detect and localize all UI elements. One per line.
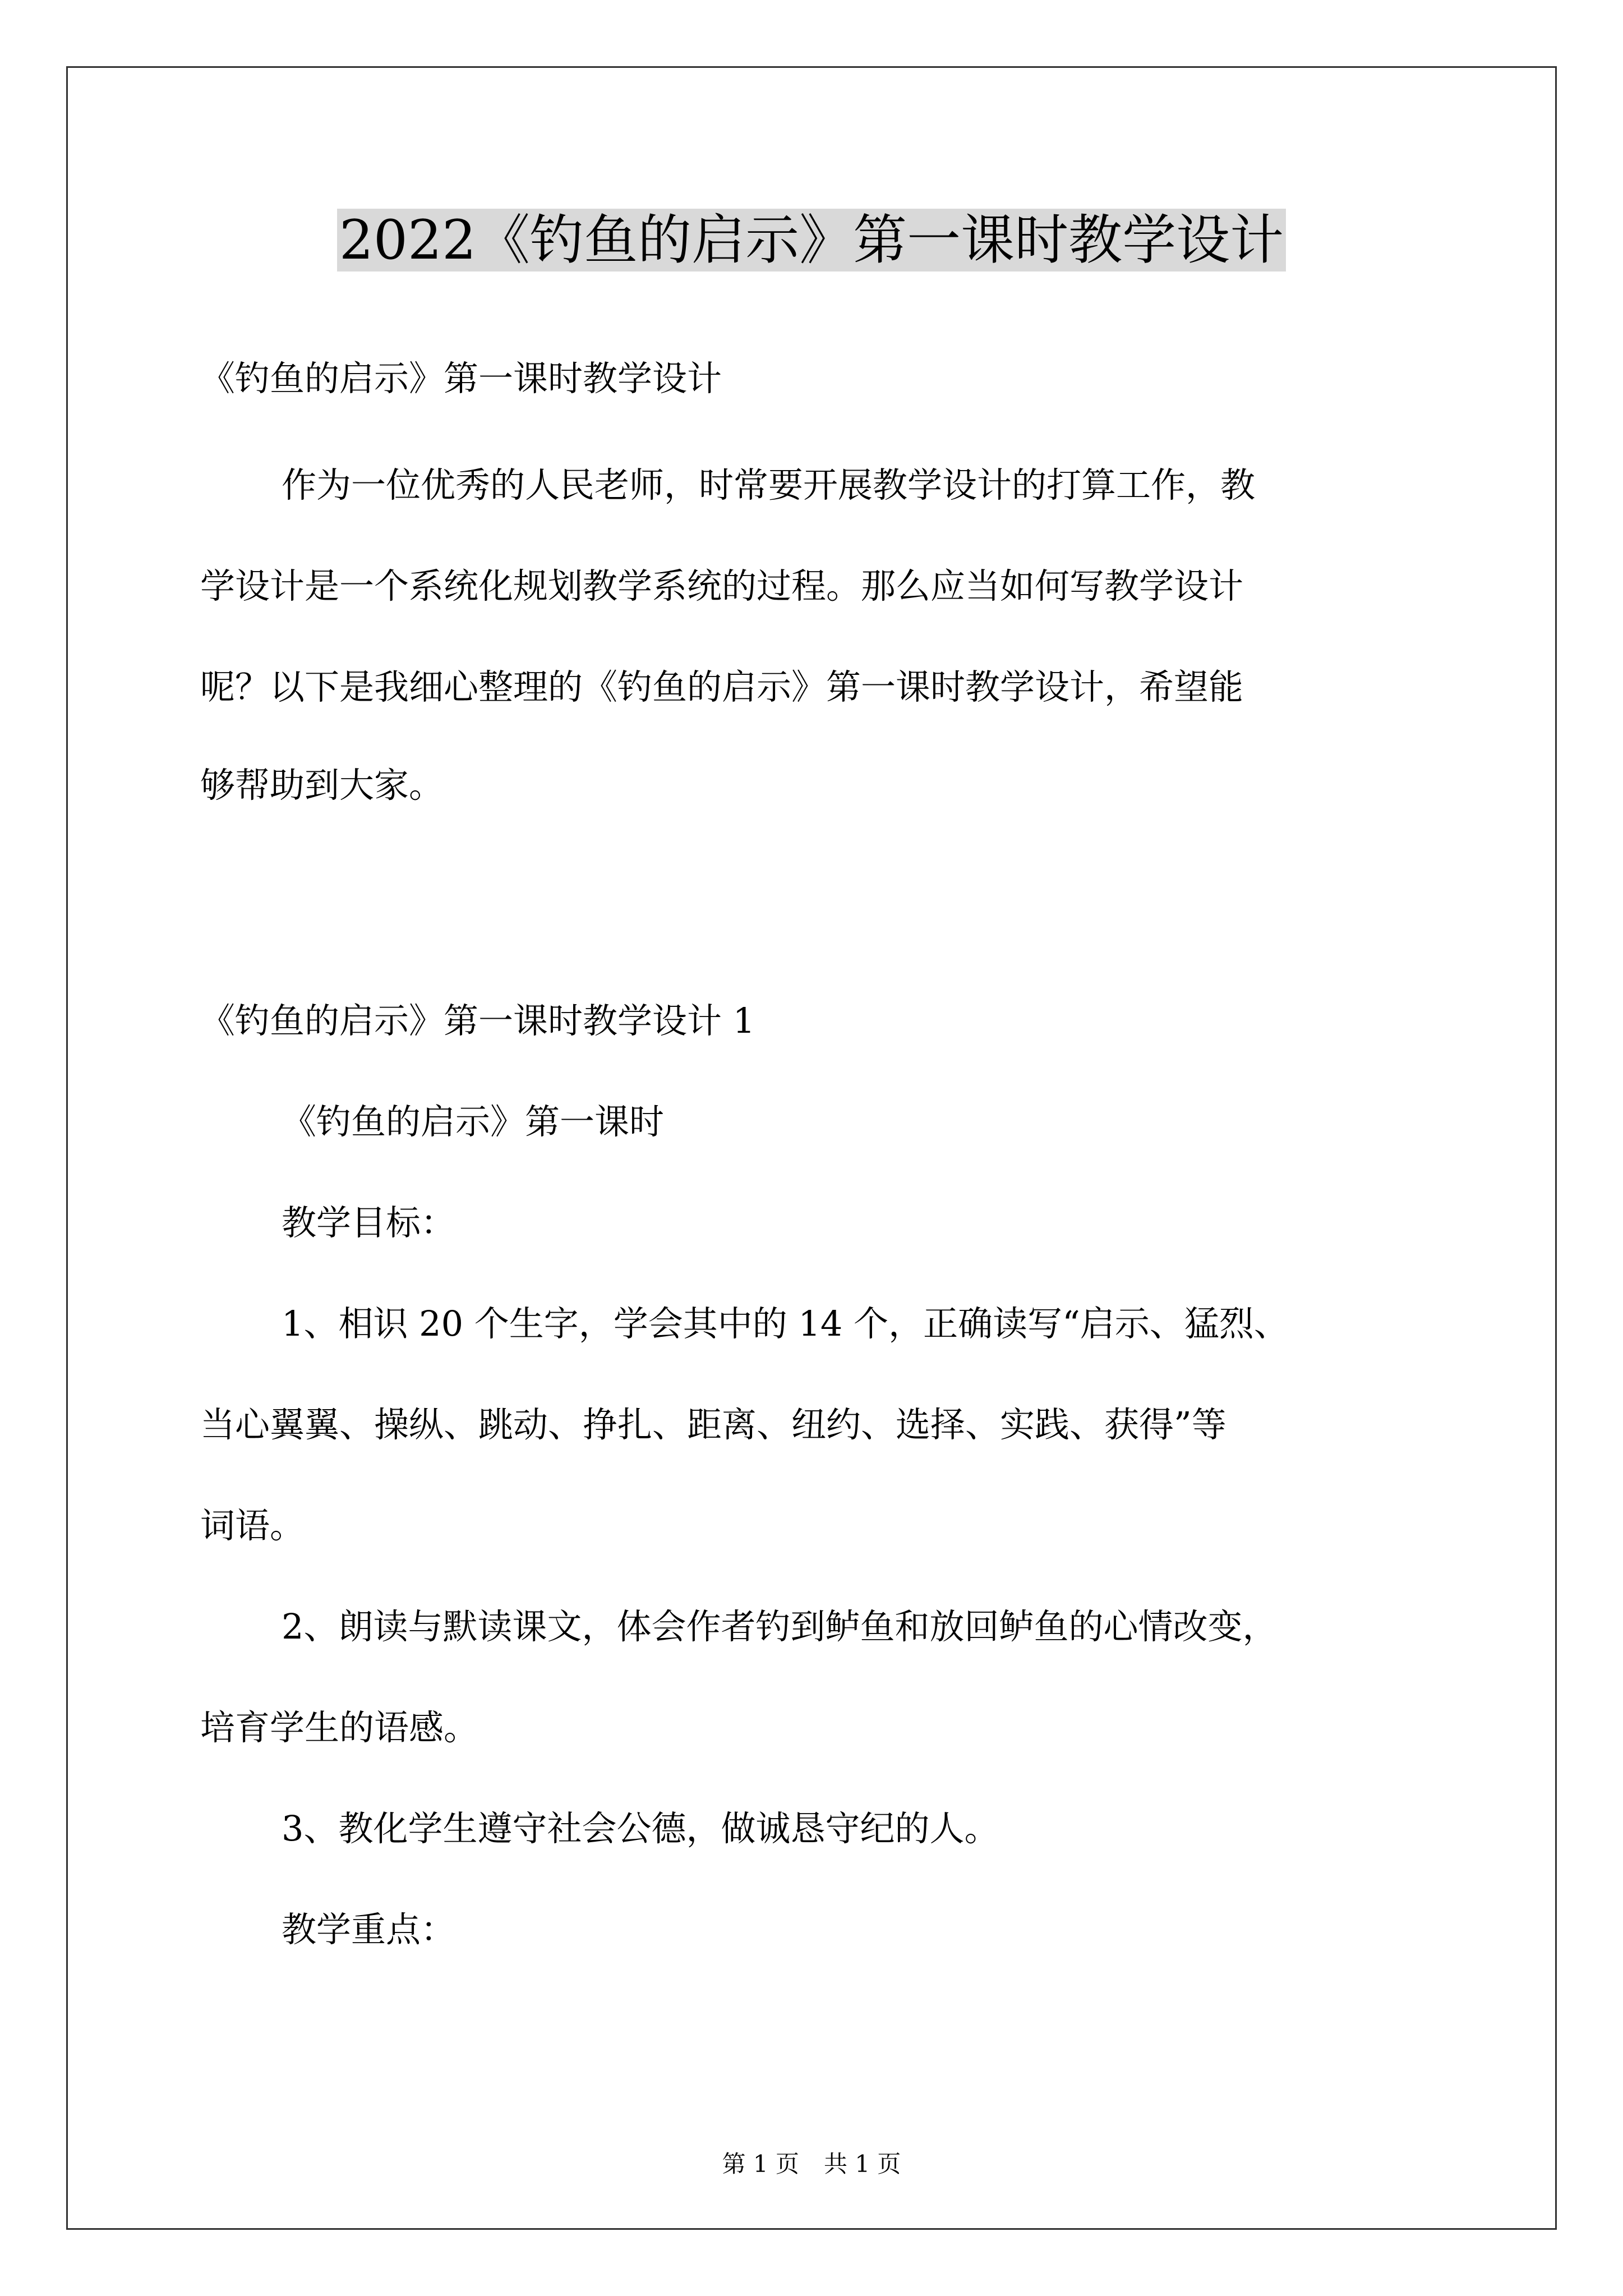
objective-1-line: 当心翼翼、操纵、跳动、挣扎、距离、纽约、选择、实践、获得”等 bbox=[200, 1404, 1227, 1445]
objective-3: 3、教化学生遵守社会公德，做诚恳守纪的人。 bbox=[282, 1808, 999, 1849]
objective-1-line: 1、相识 20 个生字，学会其中的 14 个，正确读写“启示、猛烈、 bbox=[282, 1303, 1289, 1344]
objective-1-line: 词语。 bbox=[200, 1505, 305, 1546]
document-title bbox=[0, 201, 1623, 279]
objective-2-line: 培育学生的语感。 bbox=[200, 1707, 479, 1748]
intro-line: 作为一位优秀的人民老师，时常要开展教学设计的打算工作，教 bbox=[282, 464, 1256, 505]
section-heading: 《钓鱼的启示》第一课时教学设计 1 bbox=[200, 1000, 755, 1041]
page-total: 共 1 页 bbox=[824, 2150, 901, 2178]
intro-line: 够帮助到大家。 bbox=[200, 765, 444, 806]
document-title-text: 2022《钓鱼的启示》第一课时教学设计 bbox=[337, 209, 1286, 272]
page-footer bbox=[0, 2147, 1623, 2181]
lesson-title: 《钓鱼的启示》第一课时 bbox=[282, 1101, 665, 1142]
objectives-heading: 教学目标： bbox=[282, 1202, 456, 1243]
key-points-heading: 教学重点： bbox=[282, 1909, 456, 1950]
page-number: 第 1 页 bbox=[722, 2150, 799, 2178]
objective-2-line: 2、朗读与默读课文，体会作者钓到鲈鱼和放回鲈鱼的心情改变， bbox=[282, 1606, 1278, 1647]
intro-line: 学设计是一个系统化规划教学系统的过程。那么应当如何写教学设计 bbox=[200, 565, 1244, 606]
intro-line: 呢？以下是我细心整理的《钓鱼的启示》第一课时教学设计，希望能 bbox=[200, 666, 1244, 707]
subtitle: 《钓鱼的启示》第一课时教学设计 bbox=[200, 358, 722, 399]
